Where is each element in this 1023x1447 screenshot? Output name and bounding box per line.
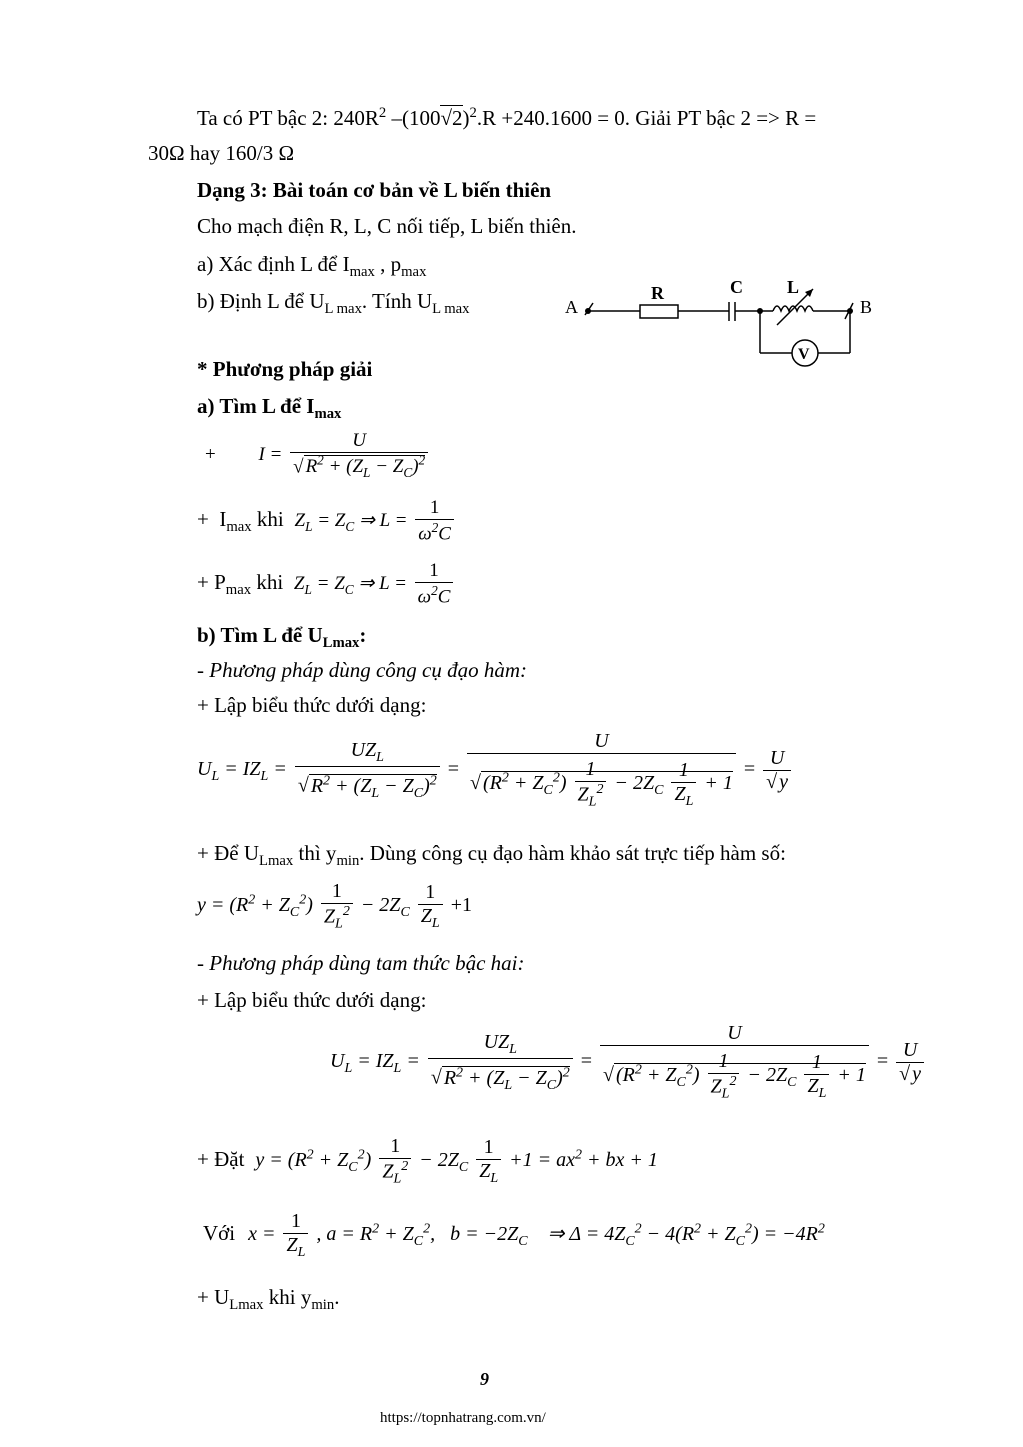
footer-url[interactable]: https://topnhatrang.com.vn/: [380, 1410, 546, 1426]
node-a-label: A: [565, 297, 578, 317]
pmax-condition: + $P_{max}$ khi $Z_L = Z_C$ ⇒ L = $\frac{1}{\omega^2C}$: [197, 560, 456, 608]
question-a: a) Xác định L để $I_{max}$ , $p_{max}$: [197, 252, 427, 281]
set-y-quadratic: + Đặt $y = (R^2 + Z_C^2)$ $\frac{1}{Z_L^2}$ − $2Z_C$ $\frac{1}{Z_L}$ $+1 = ax^2$ + bx + 1: [197, 1135, 658, 1187]
circuit-diagram: [555, 275, 885, 370]
resistor-label: R: [651, 283, 664, 303]
ul-formula-1: $U_L = IZ_L$ = $\frac{UZ_L}{√ R^2 + (Z_L - Z_C)^2}$ = U √ $(R^2 + Z_C^2)$ $\frac{1}{Z_L^2}$ − $2Z_C$ $\frac{1}{Z_L}$ + 1 = $\frac{U}{√ y}$: [197, 730, 794, 811]
intro-line-1: Ta có PT bậc 2: $240R^2$ $-(100√2)^2.R +240.1600 = 0$. Giải PT bậc 2 => R =: [197, 105, 817, 130]
inductor-label: L: [787, 277, 800, 297]
resistor-symbol: [640, 305, 678, 318]
method-quadratic: - Phương pháp dùng tam thức bậc hai:: [197, 951, 525, 975]
ulmax-condition-derivative: + Để $U_{Lmax}$ thì $y_{min}$. Dùng công cụ đạo hàm khảo sát trực tiếp hàm số:: [197, 841, 786, 870]
ulmax-conclusion: + $U_{Lmax}$ khi $y_{min}$.: [197, 1285, 340, 1314]
page-number: 9: [480, 1369, 489, 1389]
setup-expression-1: + Lập biểu thức dưới dạng:: [197, 693, 427, 717]
current-formula: + I = $\frac{U}{√ R^2 + (Z_L - Z_C)^2}$: [205, 430, 431, 481]
section-title-dang-3: Dạng 3: Bài toán cơ bản về L biến thiên: [197, 178, 552, 202]
imax-condition: + $I_{max}$ khi $Z_L = Z_C$ ⇒ L = $\frac{1}{\omega^2C}$: [197, 497, 457, 545]
method-derivative: - Phương pháp dùng công cụ đạo hàm:: [197, 658, 528, 682]
capacitor-label: C: [730, 277, 743, 297]
node-b-label: B: [860, 297, 873, 317]
part-b-heading: b) Tìm L để $U_{Lmax}$:: [197, 623, 367, 652]
question-b: b) Định L để $U_{L max}$. Tính $U_{L max}$: [197, 289, 470, 318]
method-heading: * Phương pháp giải: [197, 357, 373, 381]
setup-expression-2: + Lập biểu thức dưới dạng:: [197, 988, 427, 1012]
y-function: $y = (R^2 + Z_C^2)$ $\frac{1}{Z_L^2}$ − $2Z_C$ $\frac{1}{Z_L}$ +1: [197, 880, 472, 932]
voltmeter-label: V: [798, 346, 810, 363]
ul-formula-2: $U_L = IZ_L$ = $\frac{UZ_L}{√ R^2 + (Z_L - Z_C)^2}$ = U √ $(R^2 + Z_C^2)$ $\frac{1}{Z_L^2}$ − $2Z_C$ $\frac{1}{Z_L}$ + 1 = $\frac{U}{√ y}$: [330, 1022, 927, 1103]
intro-line-2: 30Ω hay 160/3 Ω: [148, 141, 295, 165]
problem-statement: Cho mạch điện R, L, C nối tiếp, L biến thiên.: [197, 214, 577, 238]
with-definitions: Với x = $\frac{1}{Z_L}$ , $a = R^2 + Z_C^2$, $b = -2Z_C$ ⇒ $\Delta = 4Z_C^2 - 4(R^2 + Z_C^2) = -4R^2$: [203, 1210, 825, 1260]
part-a-heading: a) Tìm L để $I_{max}$: [197, 394, 342, 423]
